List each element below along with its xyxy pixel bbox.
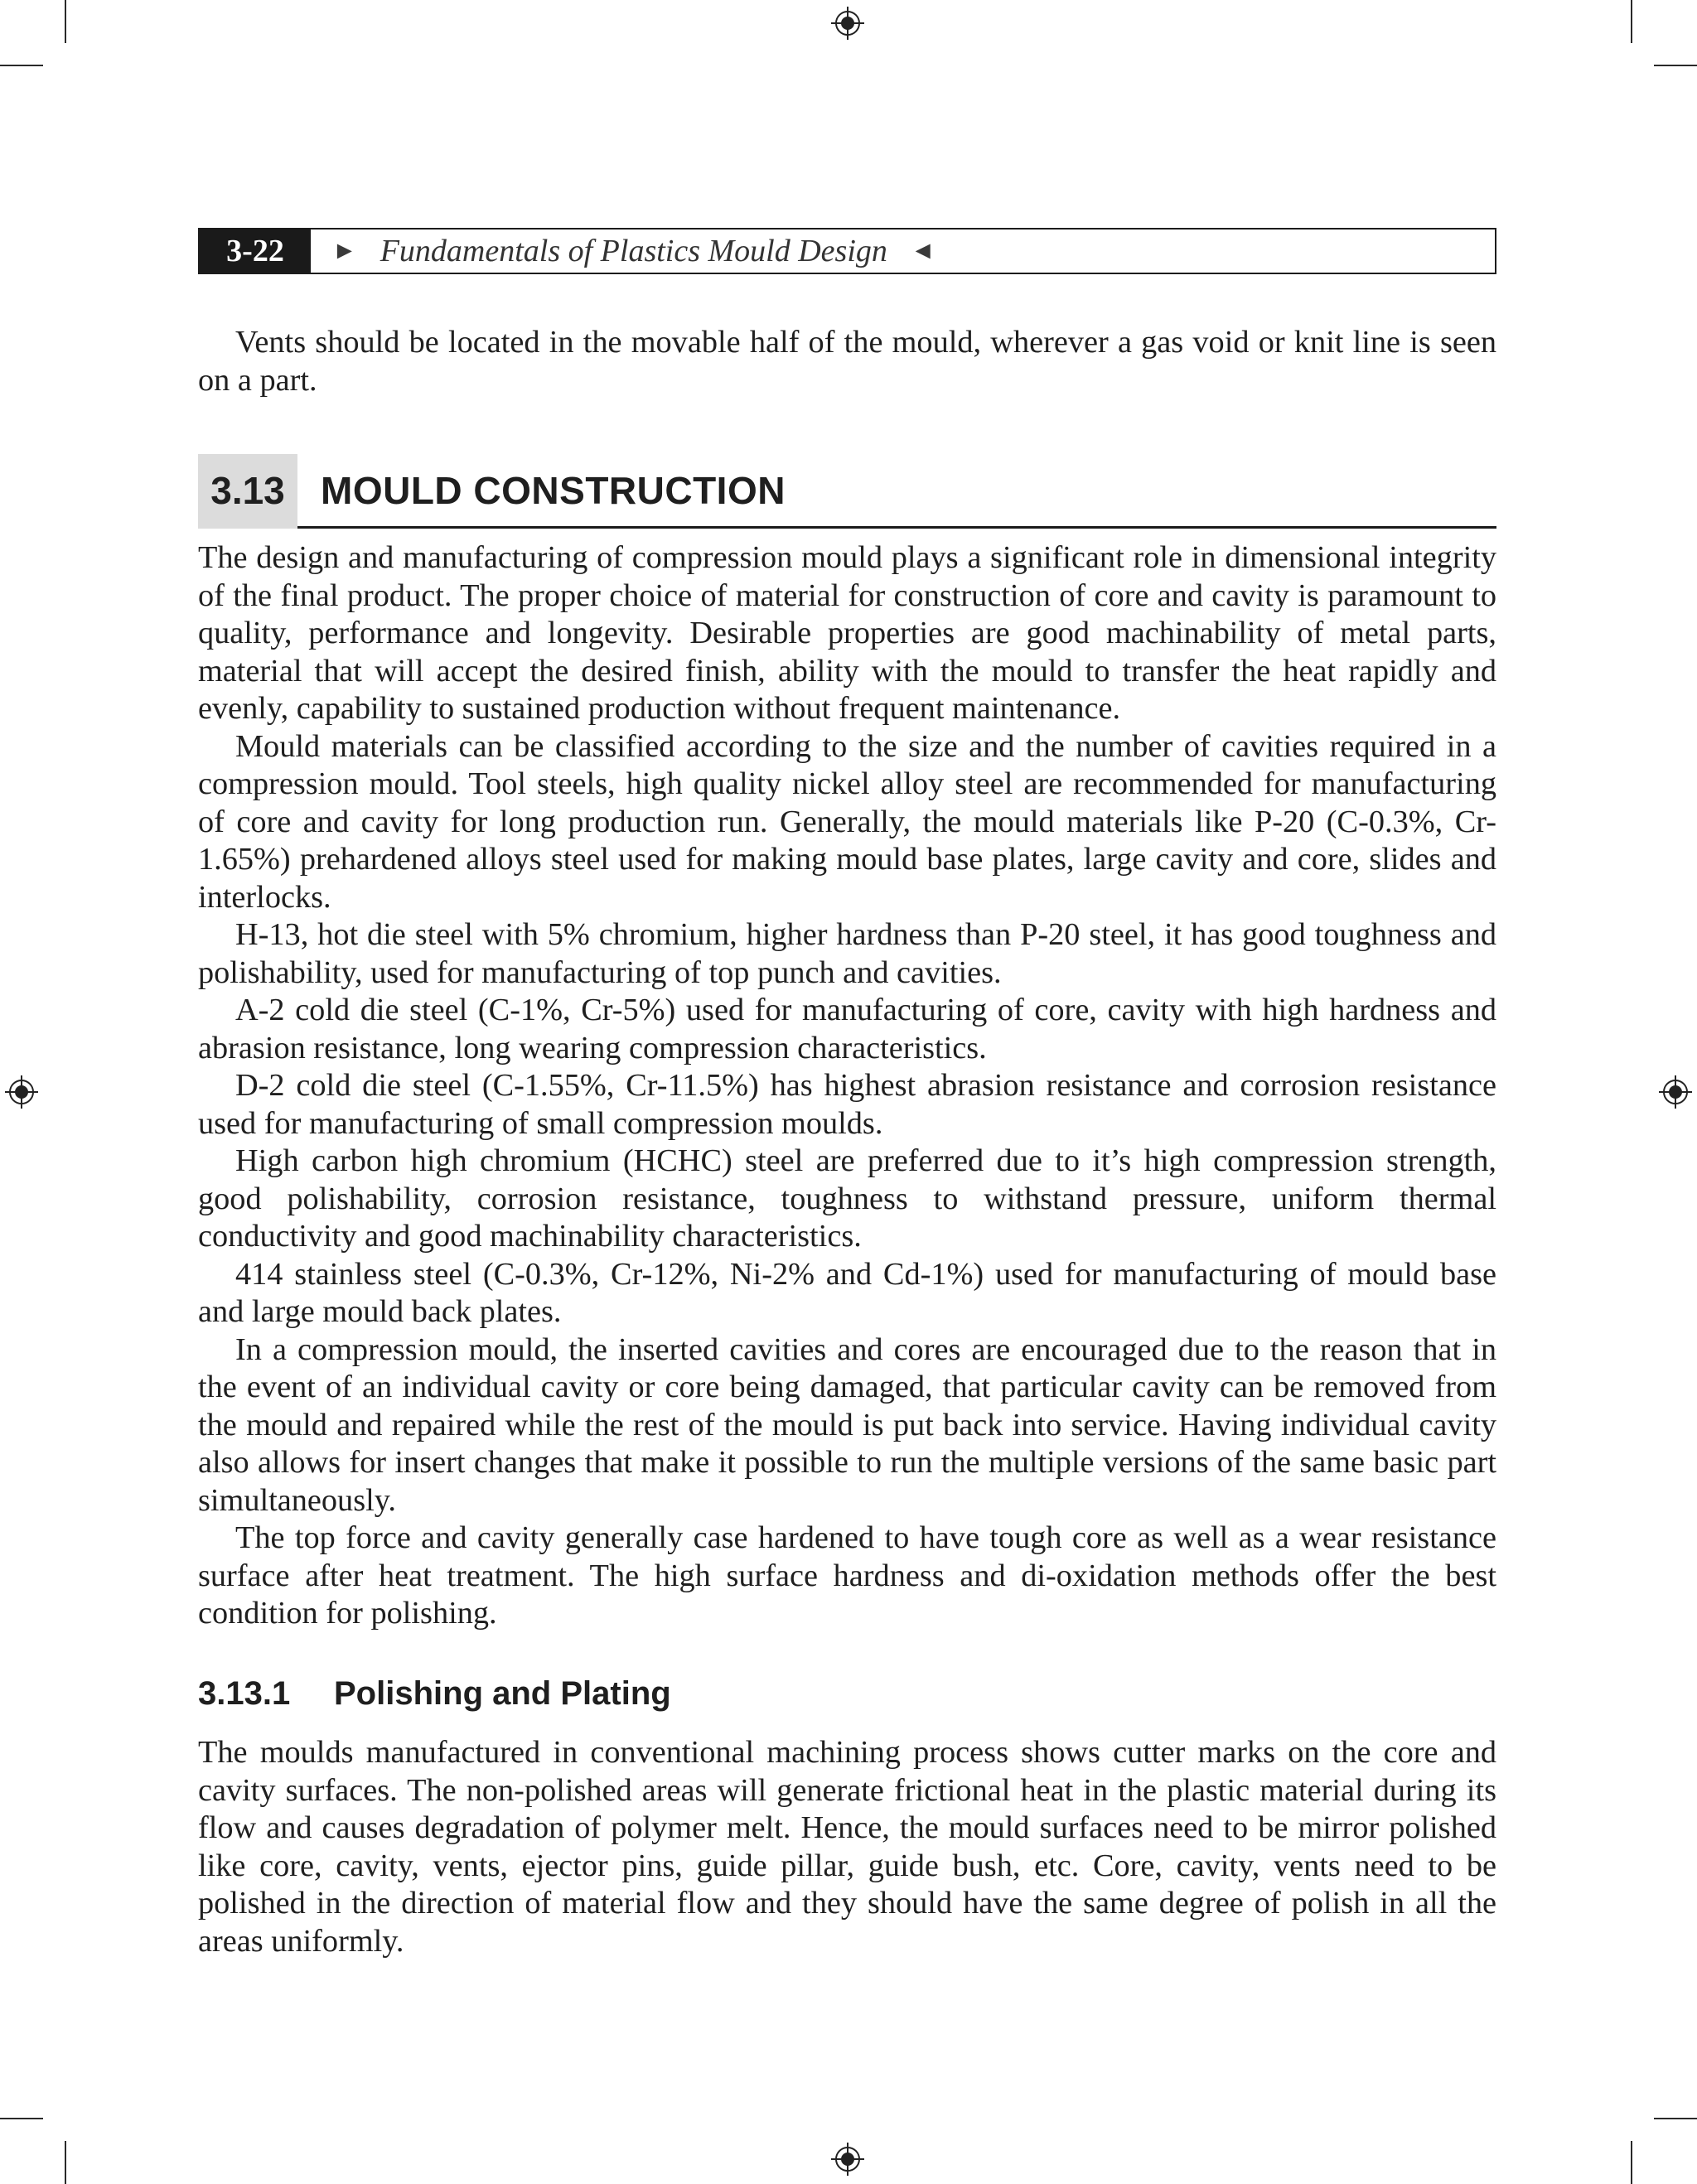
section-heading bbox=[198, 454, 1496, 529]
intro-block bbox=[198, 324, 1496, 399]
book-title: Fundamentals of Plastics Mould Design bbox=[380, 234, 887, 268]
intro-paragraph: Vents should be located in the movable half of the mould, wherever a gas void or knit line is seen on a part. bbox=[198, 325, 1496, 398]
crop-mark-top-left-vertical bbox=[65, 0, 66, 43]
subsection-number: 3.13.1 bbox=[198, 1675, 291, 1712]
crop-mark-bottom-left-horizontal bbox=[0, 2118, 43, 2119]
registration-mark-right-icon bbox=[1659, 1075, 1692, 1109]
crop-mark-top-right-vertical bbox=[1631, 0, 1632, 43]
registration-mark-left-icon bbox=[5, 1075, 38, 1109]
section-body bbox=[198, 539, 1496, 1633]
section-number: 3.13 bbox=[198, 454, 297, 529]
crop-mark-bottom-left-vertical bbox=[65, 2141, 66, 2184]
section-paragraph: In a compression mould, the inserted cavities and cores are encouraged due to the reason that in the event of an individual cavity or core being damaged, that particular cavity can be removed from the mould and repaired while the rest of the mould is put back into service. Having individual cavity also allows for insert changes that make it possible to run the multiple versions of the same basic part simultaneously. bbox=[198, 1331, 1496, 1518]
section-paragraph: Mould materials can be classified according to the size and the number of cavities required in a compression mould. Tool steels, high quality nickel alloy steel are recommended for manufacturing of core and cavity for long production run. Generally, the mould materials like P-20 (C-0.3%, Cr-1.65%) prehardened alloys steel used for making mould base plates, large cavity and core, slides and interlocks. bbox=[198, 728, 1496, 915]
running-header bbox=[198, 228, 1496, 274]
crop-mark-bottom-right-horizontal bbox=[1654, 2118, 1697, 2119]
registration-mark-top-icon bbox=[831, 7, 864, 40]
crop-mark-bottom-right-vertical bbox=[1631, 2141, 1632, 2184]
section-title: MOULD CONSTRUCTION bbox=[321, 468, 786, 512]
arrow-right-icon: ► bbox=[332, 237, 357, 264]
section-paragraph: The design and manufacturing of compression mould plays a significant role in dimensional integrity of the final product. The proper choice of material for construction of core and cavity is paramount to quality, performance and longevity. Desirable properties are good machinability of metal parts, material that will accept the desired finish, ability with the mould to transfer the heat rapidly and evenly, capability to sustained production without frequent maintenance. bbox=[198, 540, 1496, 726]
section-paragraph: D-2 cold die steel (C-1.55%, Cr-11.5%) has highest abrasion resistance and corrosion resistance used for manufacturing of small compression moulds. bbox=[198, 1068, 1496, 1141]
crop-mark-top-right-horizontal bbox=[1654, 65, 1697, 66]
crop-mark-top-left-horizontal bbox=[0, 65, 43, 66]
subsection-body bbox=[198, 1734, 1496, 1960]
page-number: 3-22 bbox=[200, 230, 311, 273]
registration-mark-bottom-icon bbox=[831, 2143, 864, 2176]
arrow-left-icon: ◄ bbox=[910, 237, 936, 264]
subsection-title: Polishing and Plating bbox=[334, 1675, 671, 1712]
book-title-group bbox=[332, 233, 936, 269]
section-paragraph: The top force and cavity generally case hardened to have tough core as well as a wear resistance surface after heat treatment. The high surface hardness and di-oxidation methods offer the best condition for polishing. bbox=[198, 1520, 1496, 1631]
subsection-heading bbox=[198, 1675, 1496, 1713]
section-paragraph: H-13, hot die steel with 5% chromium, higher hardness than P-20 steel, it has good toughness and polishability, used for manufacturing of top punch and cavities. bbox=[198, 917, 1496, 990]
section-paragraph: 414 stainless steel (C-0.3%, Cr-12%, Ni-2% and Cd-1%) used for manufacturing of mould base and large mould back plates. bbox=[198, 1256, 1496, 1329]
section-paragraph: High carbon high chromium (HCHC) steel are preferred due to it’s high compression strength, good polishability, corrosion resistance, toughness to withstand pressure, uniform thermal conductivity and good machinability characteristics. bbox=[198, 1143, 1496, 1254]
subsection-paragraph: The moulds manufactured in conventional machining process shows cutter marks on the core and cavity surfaces. The non-polished areas will generate frictional heat in the plastic material during its flow and causes degradation of polymer melt. Hence, the mould surfaces need to be mirror polished like core, cavity, vents, ejector pins, guide pillar, guide bush, etc. Core, cavity, vents need to be polished in the direction of material flow and they should have the same degree of polish in all the areas uniformly. bbox=[198, 1735, 1496, 1959]
section-paragraph: A-2 cold die steel (C-1%, Cr-5%) used for manufacturing of core, cavity with high hardness and abrasion resistance, long wearing compression characteristics. bbox=[198, 993, 1496, 1065]
